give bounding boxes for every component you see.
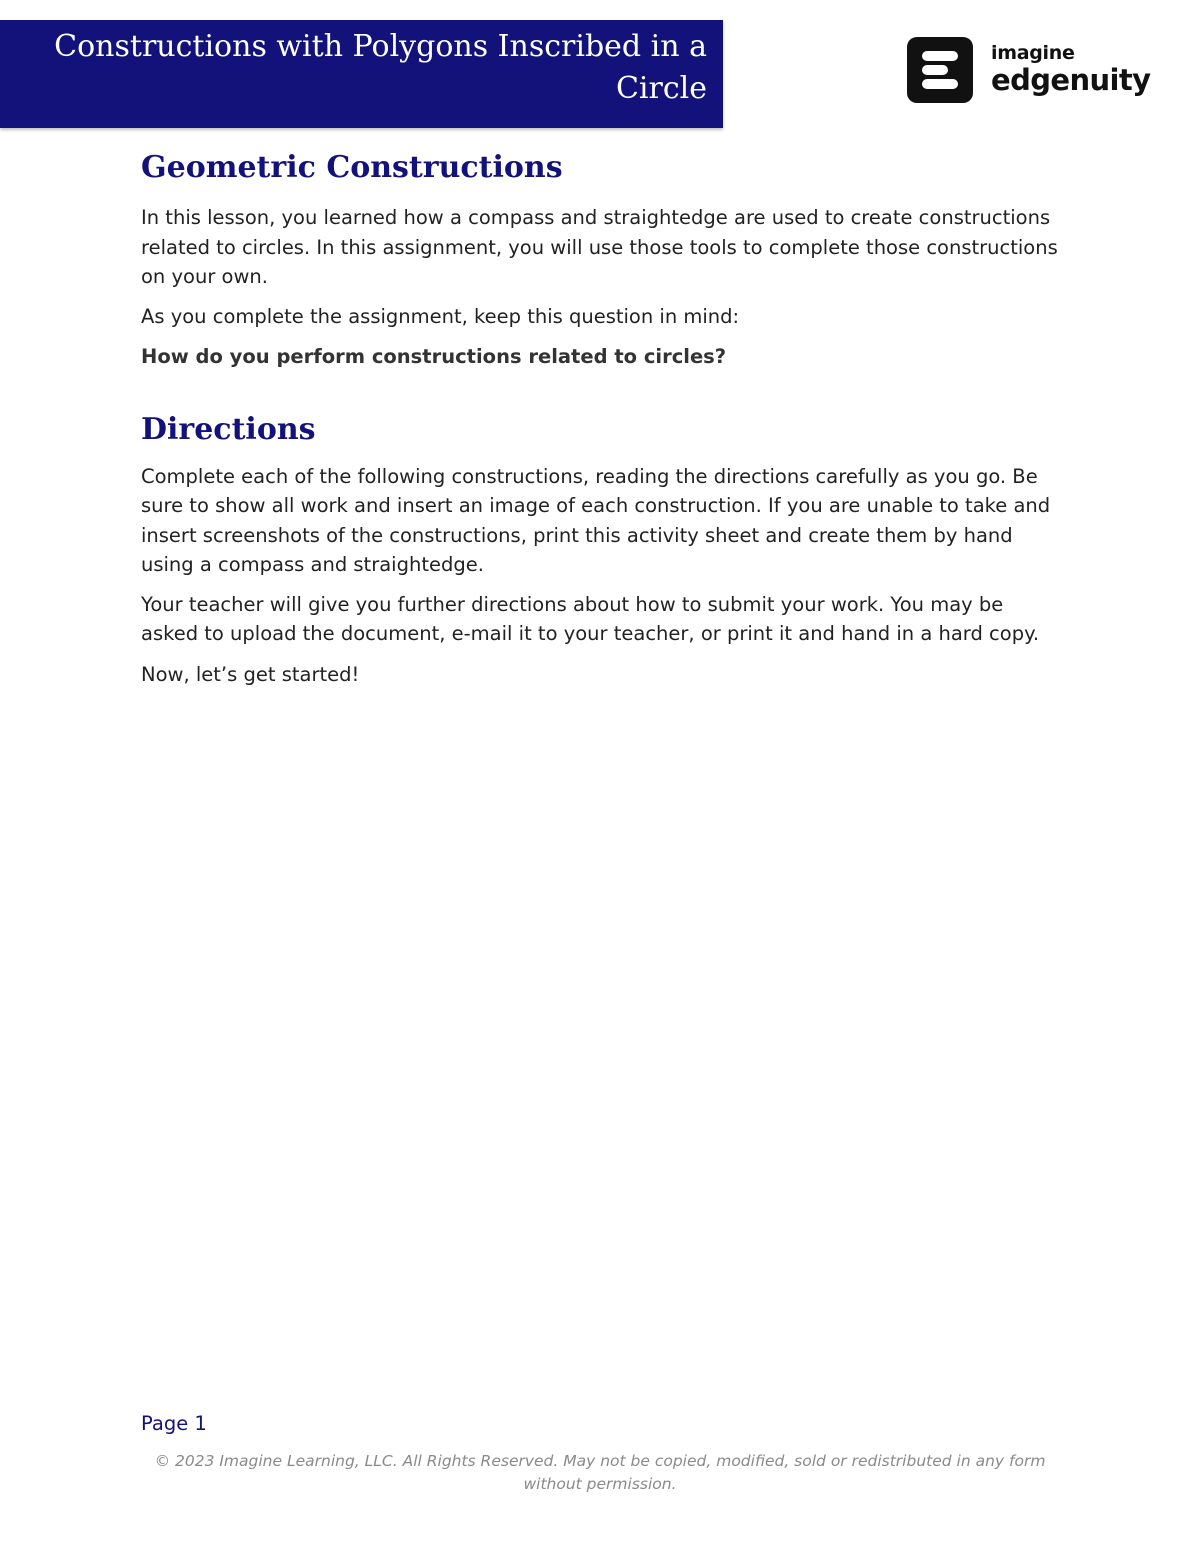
document-title-line-1: Constructions with Polygons Inscribed in a bbox=[54, 29, 707, 64]
document-body bbox=[141, 150, 1066, 689]
essential-question: How do you perform constructions related to circles? bbox=[141, 345, 727, 368]
document-title-banner bbox=[0, 20, 723, 128]
directions-closing: Now, let’s get started! bbox=[141, 662, 360, 686]
edgenuity-logo-icon bbox=[907, 37, 973, 103]
logo-word-edgenuity: edgenuity bbox=[991, 63, 1151, 97]
page-number: Page 1 bbox=[141, 1412, 207, 1435]
keep-in-mind-paragraph: As you complete the assignment, keep this question in mind: bbox=[141, 304, 740, 328]
heading-geometric-constructions: Geometric Constructions bbox=[141, 150, 563, 185]
directions-paragraph-1: Complete each of the following constructions, reading the directions carefully as you go. Be sure to show all work and insert an image of each construction. If you are unable to take and insert screenshots of the constructions, print this activity sheet and create them by hand using a compass and straightedge. bbox=[141, 464, 1051, 576]
directions-paragraph-2: Your teacher will give you further directions about how to submit your work. You may be asked to upload the document, e-mail it to your teacher, or print it and hand in a hard copy. bbox=[141, 592, 1040, 645]
copyright-line-2: without permission. bbox=[523, 1475, 677, 1493]
copyright-notice bbox=[141, 1450, 1059, 1496]
document-title-line-2: Circle bbox=[615, 71, 707, 106]
intro-paragraph: In this lesson, you learned how a compass and straightedge are used to create constructions related to circles. In this assignment, you will use those tools to complete those constructions on your own. bbox=[141, 206, 1058, 288]
copyright-line-1: © 2023 Imagine Learning, LLC. All Rights Reserved. May not be copied, modified, sold or redistributed in any form bbox=[154, 1452, 1046, 1470]
edgenuity-logo bbox=[907, 37, 1151, 105]
heading-directions: Directions bbox=[141, 411, 316, 447]
logo-word-imagine: imagine bbox=[991, 42, 1075, 64]
